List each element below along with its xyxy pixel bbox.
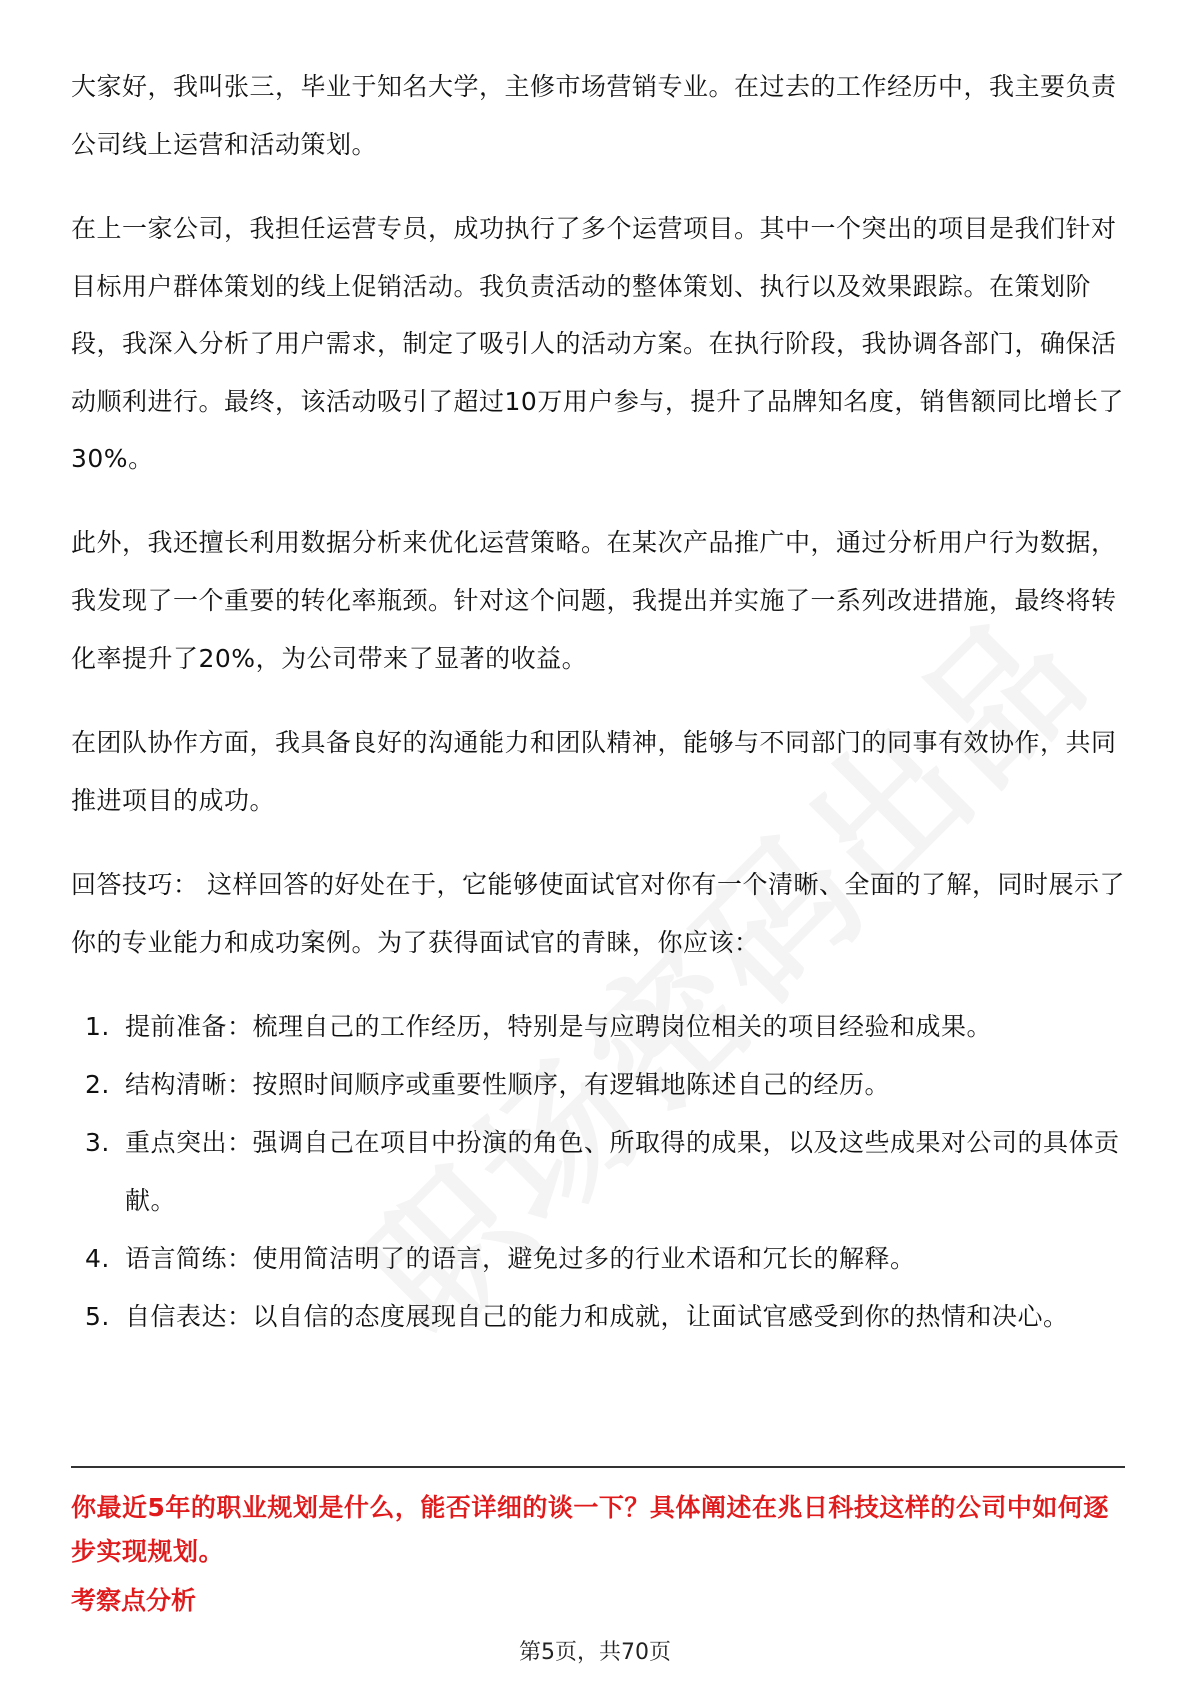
section-divider [71, 1466, 1125, 1468]
list-item-number: 4. [85, 1243, 110, 1273]
paragraph-project: 在上一家公司，我担任运营专员，成功执行了多个运营项目。其中一个突出的项目是我们针对目标用户群体策划的线上促销活动。我负责活动的整体策划、执行以及效果跟踪。在策划阶段，我深入分析了用户需求，制定了吸引人的活动方案。在执行阶段，我协调各部门，确保活动顺利进行。最终，该活动吸引了超过10万用户参与，提升了品牌知名度，销售额同比增长了30%。 [71, 214, 1124, 473]
list-item [71, 1114, 1125, 1230]
section-heading: 考察点分析 [71, 1586, 197, 1615]
list-item-text: 重点突出：强调自己在项目中扮演的角色、所取得的成果，以及这些成果对公司的具体贡献。 [125, 1127, 1120, 1215]
page-footer: 第5页，共70页 [519, 1640, 671, 1665]
list-item-text: 自信表达：以自信的态度展现自己的能力和成就，让面试官感受到你的热情和决心。 [125, 1301, 1069, 1331]
list-item-number: 5. [85, 1301, 110, 1331]
paragraph-data-analysis: 此外，我还擅长利用数据分析来优化运营策略。在某次产品推广中，通过分析用户行为数据，我发现了一个重要的转化率瓶颈。针对这个问题，我提出并实施了一系列改进措施，最终将转化率提升了20%，为公司带来了显著的收益。 [71, 527, 1117, 673]
list-item [71, 1288, 1125, 1346]
interview-question: 你最近5年的职业规划是什么，能否详细的谈一下？具体阐述在兆日科技这样的公司中如何逐步实现规划。 [71, 1493, 1109, 1566]
list-item-text: 提前准备：梳理自己的工作经历，特别是与应聘岗位相关的项目经验和成果。 [125, 1011, 993, 1041]
list-item-number: 2. [85, 1069, 110, 1099]
list-item-text: 结构清晰：按照时间顺序或重要性顺序，有逻辑地陈述自己的经历。 [125, 1069, 891, 1099]
answer-content [71, 58, 1125, 1346]
paragraph-teamwork: 在团队协作方面，我具备良好的沟通能力和团队精神，能够与不同部门的同事有效协作，共同推进项目的成功。 [71, 727, 1117, 815]
list-item-number: 3. [85, 1127, 110, 1157]
list-item [71, 998, 1125, 1056]
list-item-text: 语言简练：使用简洁明了的语言，避免过多的行业术语和冗长的解释。 [125, 1243, 916, 1273]
list-item [71, 1230, 1125, 1288]
paragraph-answer-tips: 回答技巧： 这样回答的好处在于，它能够使面试官对你有一个清晰、全面的了解，同时展示了你的专业能力和成功案例。为了获得面试官的青睐，你应该： [71, 869, 1125, 957]
tips-list [71, 998, 1125, 1346]
paragraph-intro: 大家好，我叫张三，毕业于知名大学，主修市场营销专业。在过去的工作经历中，我主要负责公司线上运营和活动策划。 [71, 72, 1117, 159]
list-item [71, 1056, 1125, 1114]
list-item-number: 1. [85, 1011, 110, 1041]
